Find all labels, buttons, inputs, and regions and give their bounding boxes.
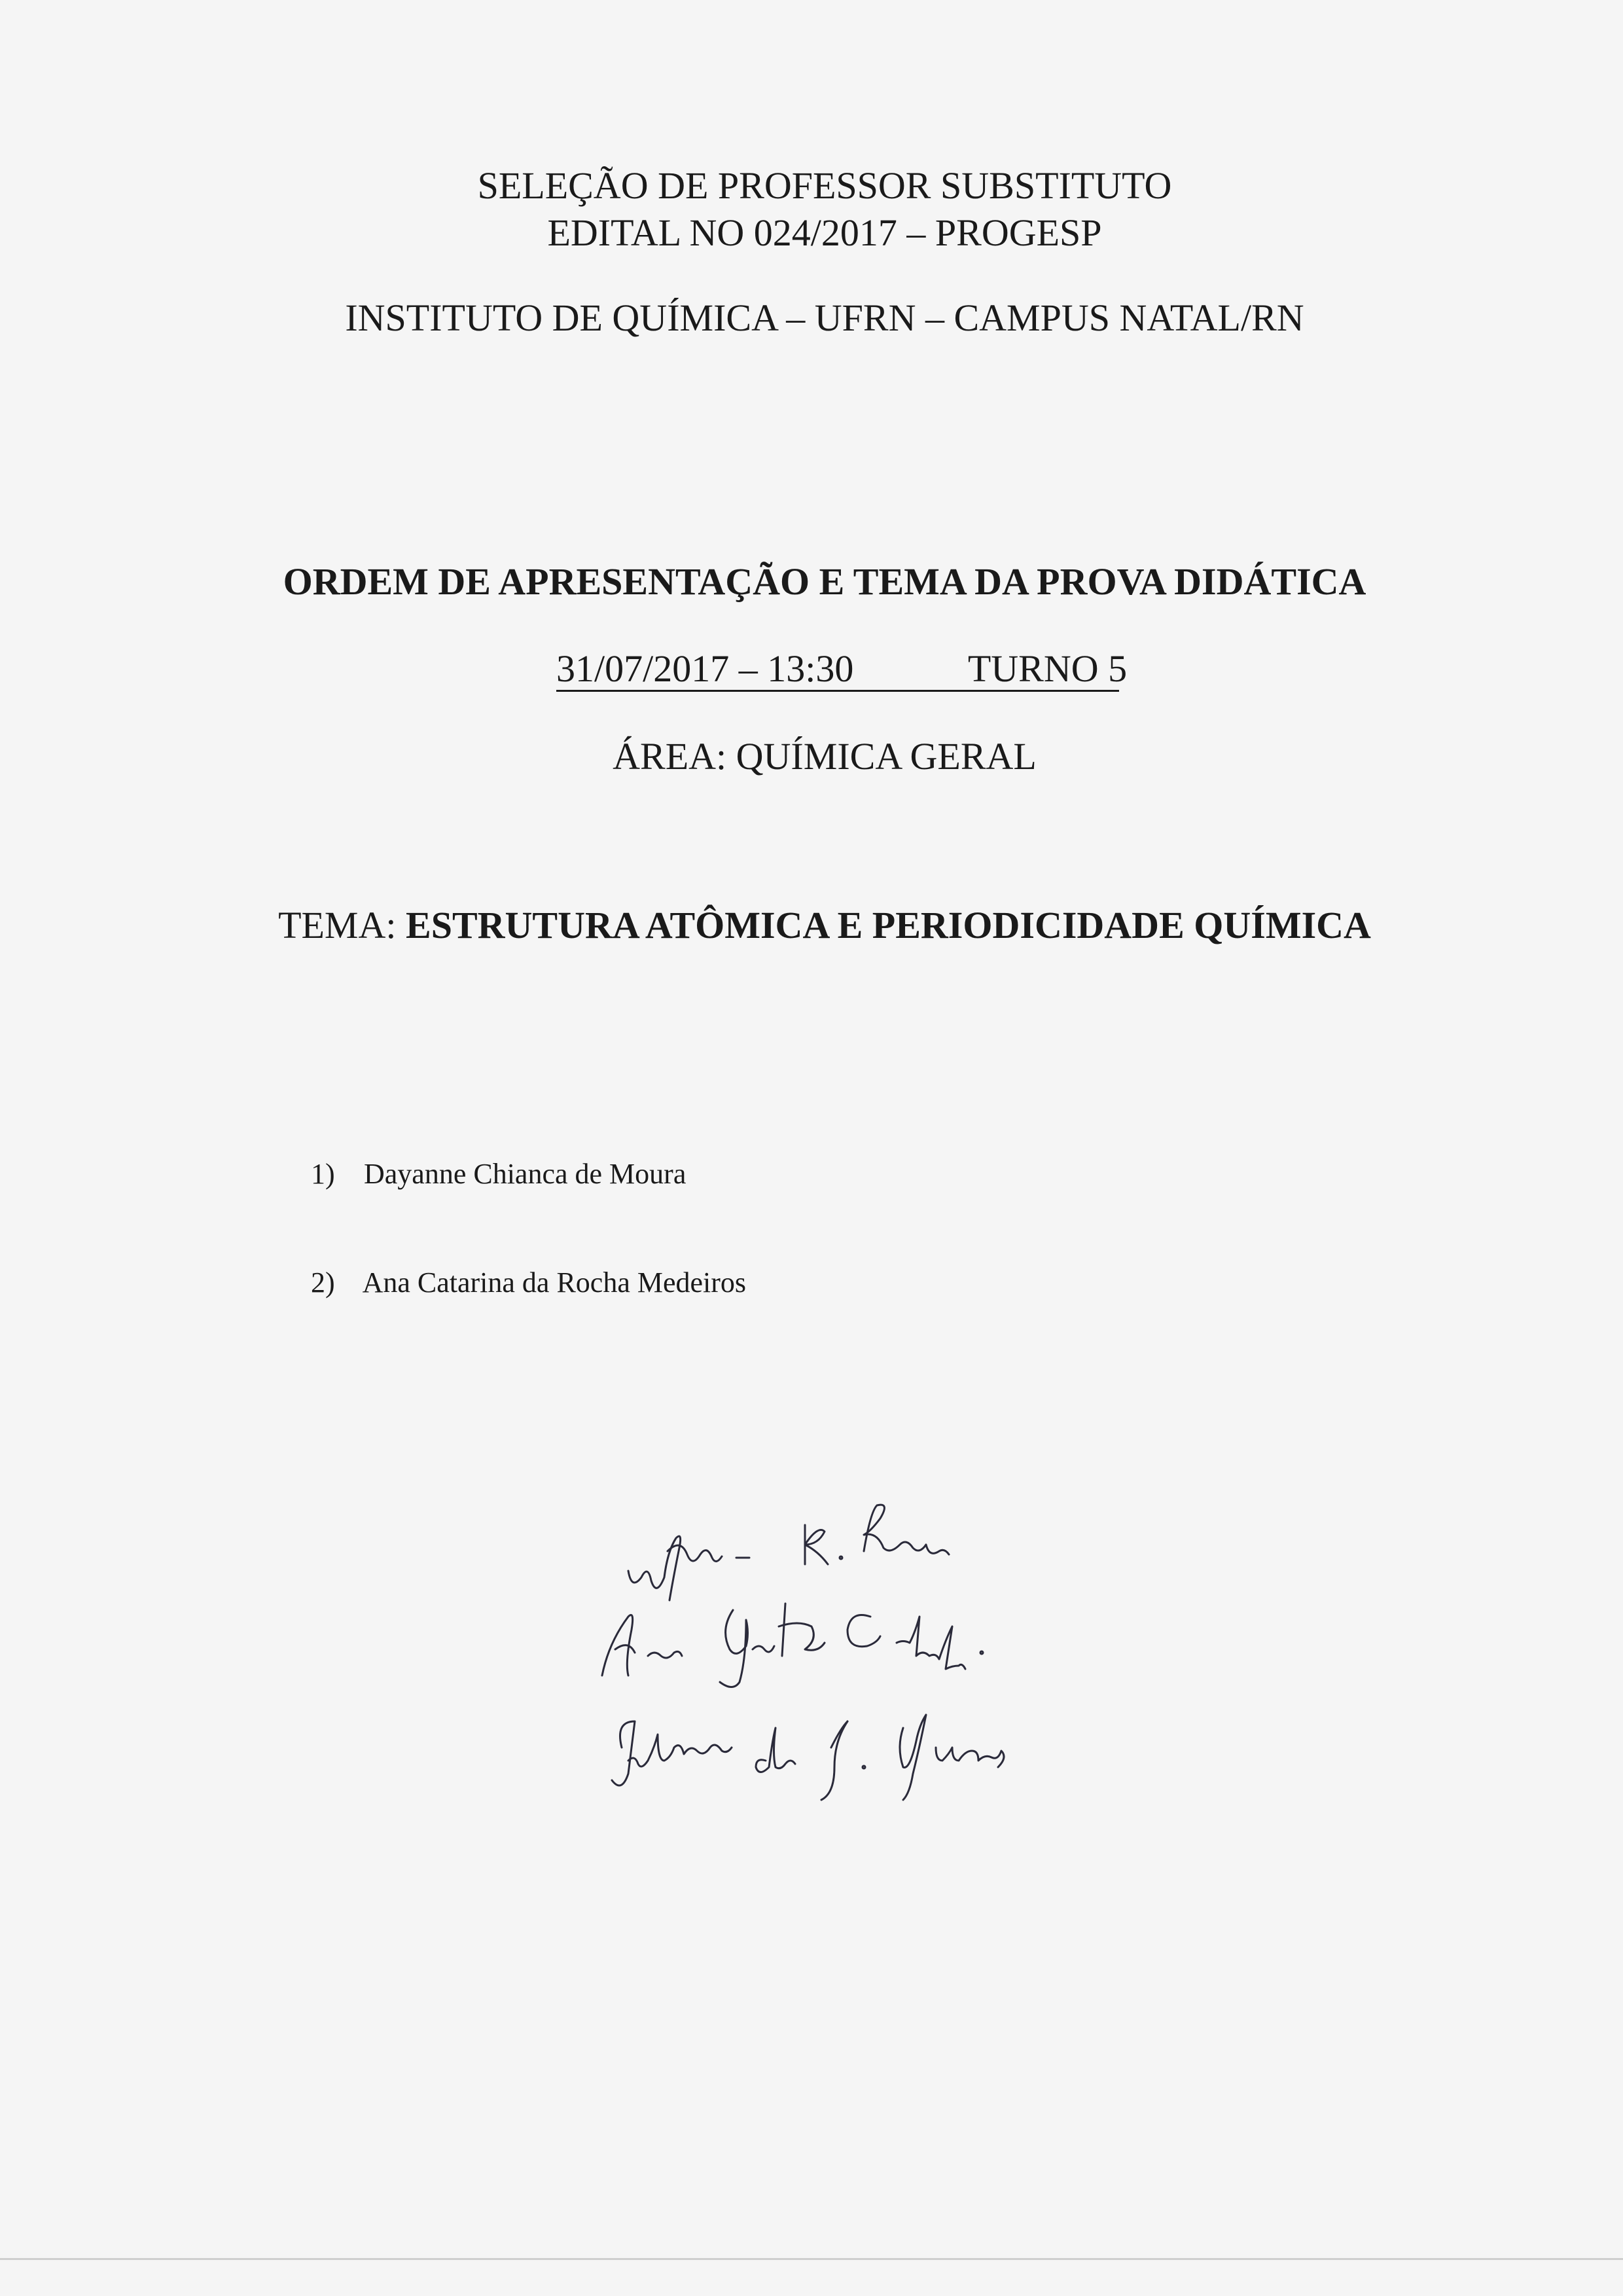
signature-2 (602, 1604, 983, 1687)
scan-edge-divider (0, 2258, 1623, 2260)
header-institute: INSTITUTO DE QUÍMICA – UFRN – CAMPUS NATAL/RN (345, 296, 1304, 339)
signatures-block (589, 1486, 1178, 1826)
tema-value: ESTRUTURA ATÔMICA E PERIODICIDADE QUÍMICA (406, 904, 1371, 946)
schedule-turno: TURNO 5 (967, 647, 1128, 690)
header-selection-title: SELEÇÃO DE PROFESSOR SUBSTITUTO (477, 164, 1172, 207)
signature-1 (628, 1505, 949, 1600)
list-item-name: Dayanne Chianca de Moura (364, 1158, 687, 1190)
list-item-name: Ana Catarina da Rocha Medeiros (362, 1266, 747, 1299)
signature-3 (612, 1715, 1004, 1800)
list-item-number: 2) (311, 1266, 335, 1299)
list-item (311, 1157, 686, 1191)
schedule-datetime: 31/07/2017 – 13:30 (556, 647, 854, 690)
list-item (311, 1266, 746, 1299)
tema-label: TEMA: (278, 904, 406, 946)
header-edital-number: EDITAL NO 024/2017 – PROGESP (547, 211, 1102, 254)
section-title: ORDEM DE APRESENTAÇÃO E TEMA DA PROVA DIDÁTICA (283, 560, 1366, 603)
schedule-line (556, 647, 1128, 691)
list-item-number: 1) (311, 1158, 335, 1190)
schedule-underline (556, 690, 1119, 692)
area-line: ÁREA: QUÍMICA GERAL (613, 735, 1037, 778)
tema-line (13, 903, 1623, 947)
